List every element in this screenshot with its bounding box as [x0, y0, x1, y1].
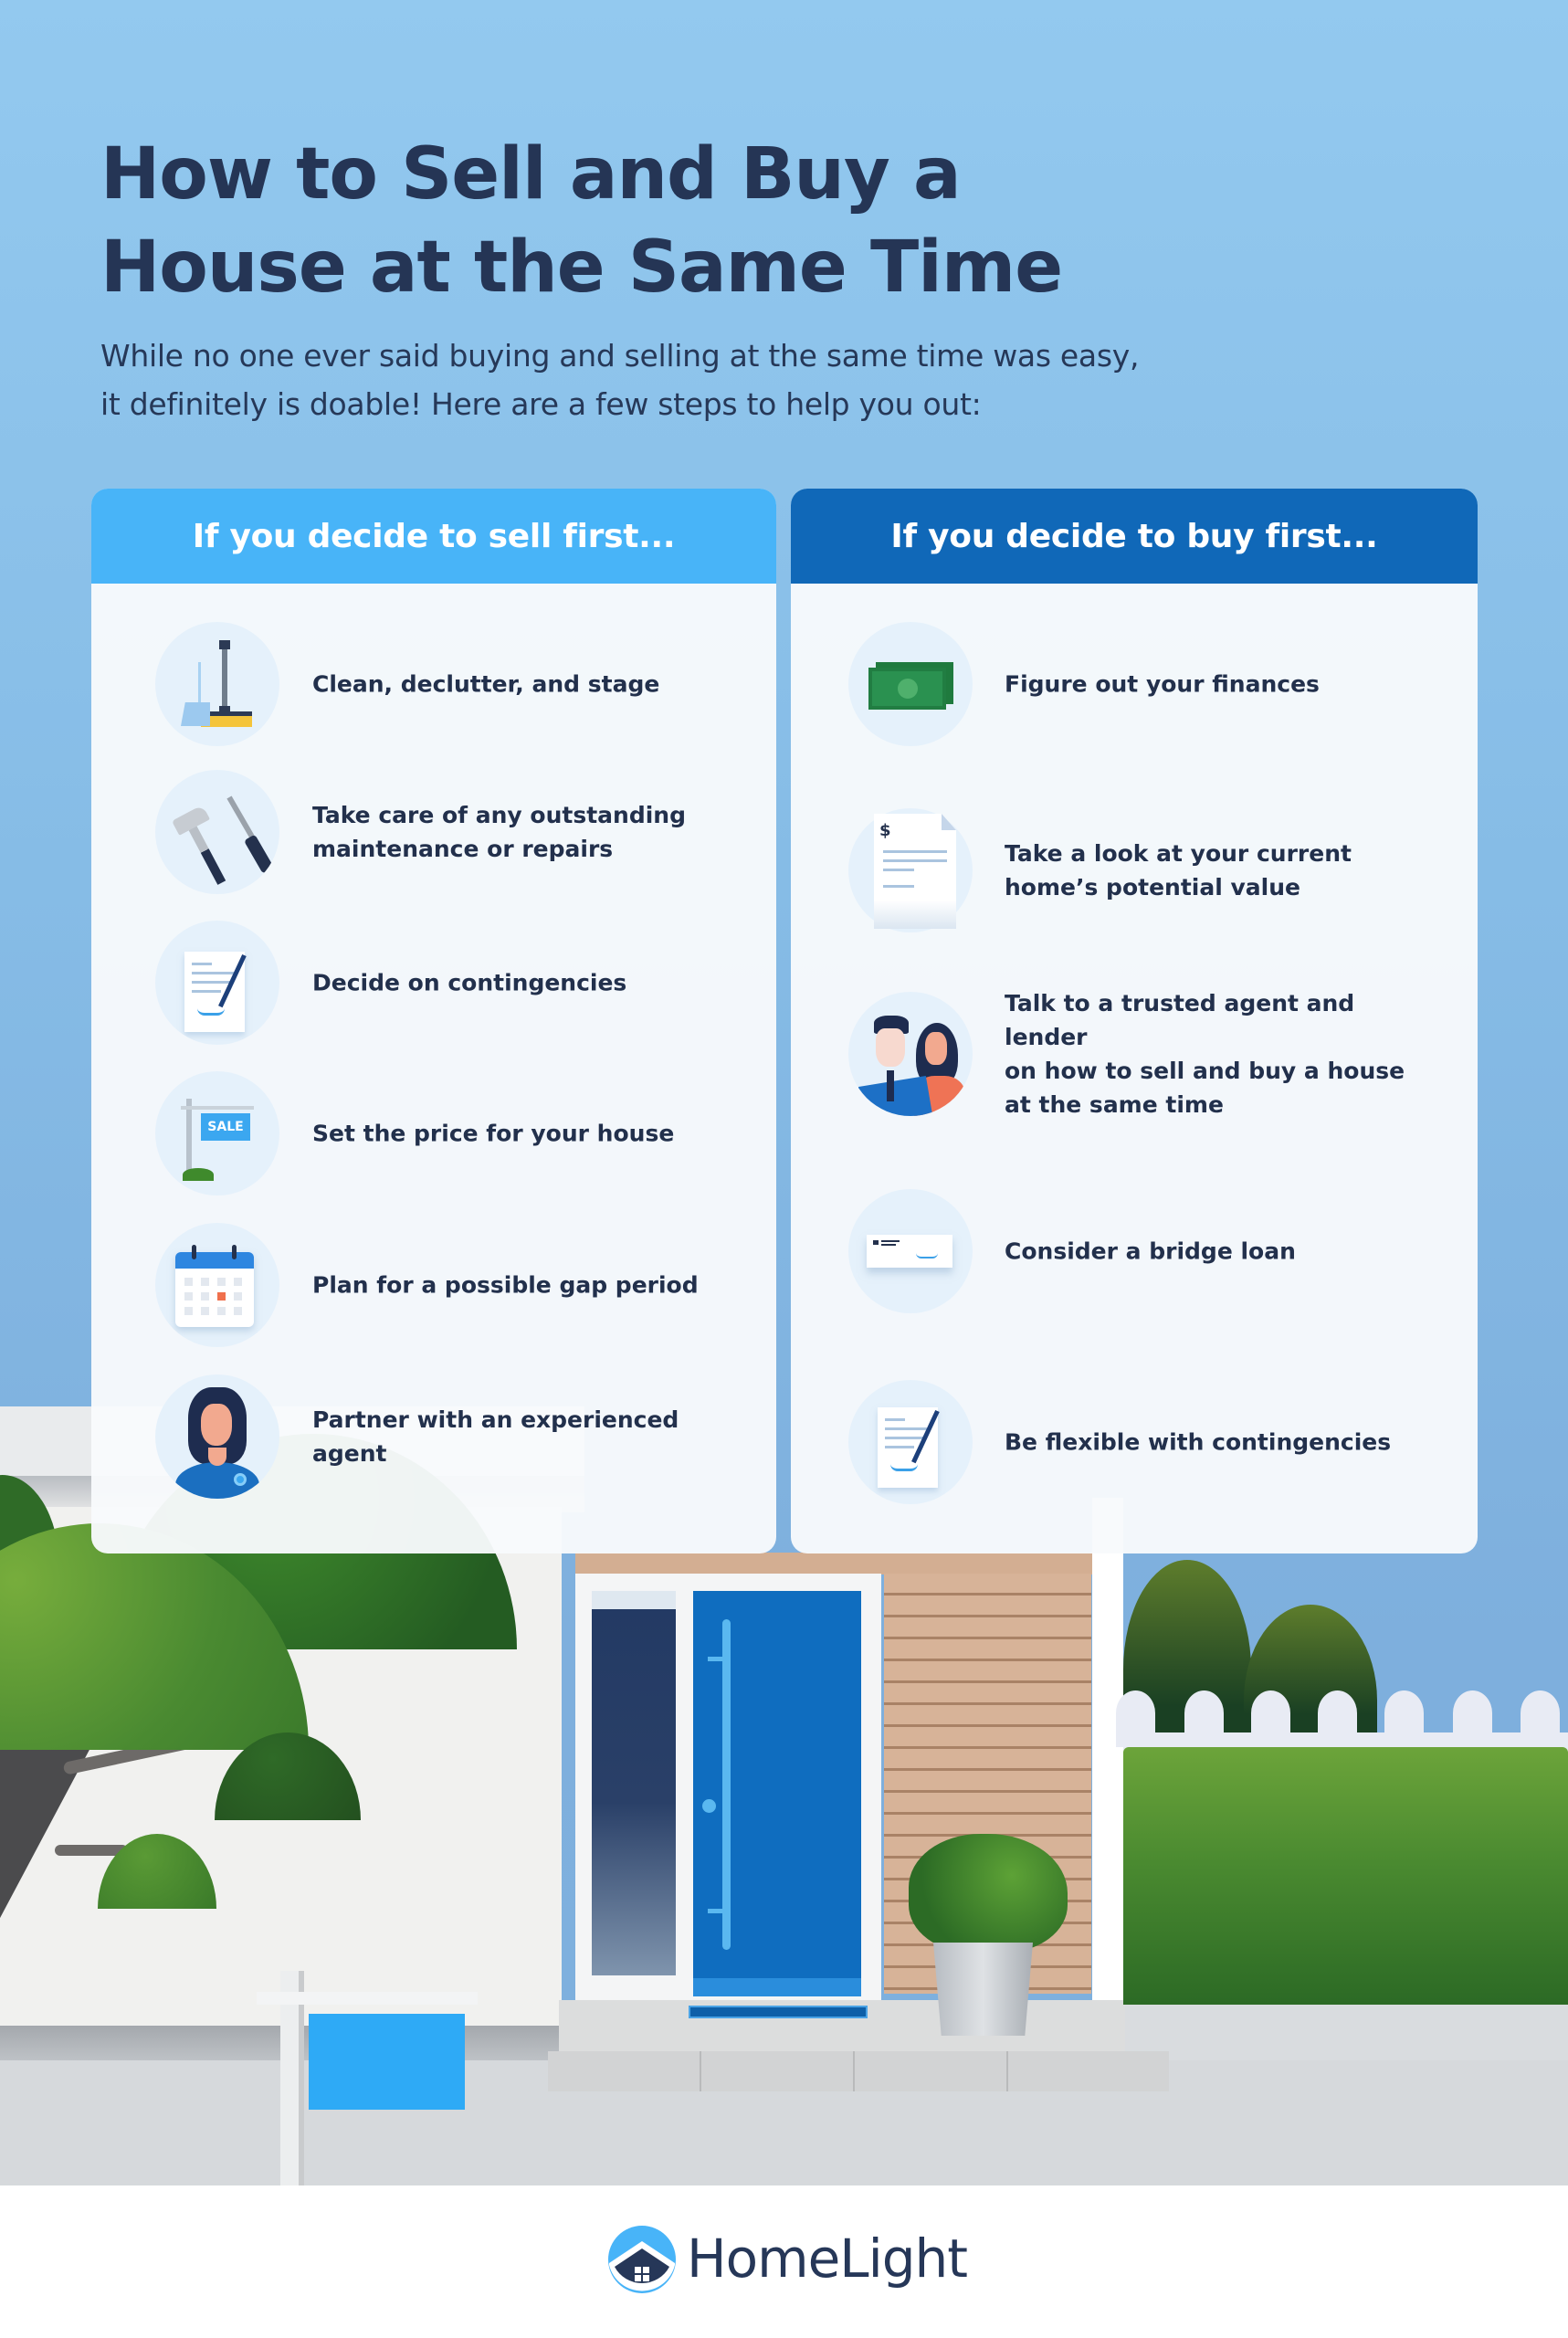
step-text: [312, 966, 751, 1000]
hedge: [1123, 1747, 1568, 2005]
signed-document-icon: [848, 1380, 973, 1504]
step-text-line: Plan for a possible gap period: [312, 1271, 699, 1299]
dollar-sign: $: [879, 821, 891, 840]
hammer-screwdriver-icon: [155, 770, 279, 894]
buy-first-heading: If you decide to buy first...: [791, 489, 1478, 584]
money-bills-icon: [848, 622, 973, 746]
page-title: [100, 128, 1196, 314]
door-handle-mount: [708, 1657, 726, 1661]
step-text: [1005, 1426, 1443, 1459]
sale-sign-icon: [155, 1071, 279, 1195]
intro-line: it definitely is doable! Here are a few steps to help you out:: [100, 386, 982, 422]
yard-sign-arm: [257, 1992, 478, 2005]
step-text: [312, 668, 751, 701]
agent-woman-icon: [155, 1374, 279, 1499]
door-handle-mount: [708, 1909, 726, 1913]
door-kickplate: [693, 1978, 861, 1996]
yard-sign: [309, 2014, 465, 2110]
step-item: [791, 992, 1478, 1116]
title-line: House at the Same Time: [100, 226, 1063, 309]
intro-text: [100, 332, 1288, 428]
doormat: [689, 2006, 868, 2018]
step-item: [91, 1223, 776, 1347]
step-text-line: Be flexible with contingencies: [1005, 1428, 1392, 1456]
step-text-line: Talk to a trusted agent and lender: [1005, 990, 1355, 1050]
step-item: [791, 1189, 1478, 1313]
step-text-line: at the same time: [1005, 1091, 1224, 1118]
door-lock: [702, 1799, 716, 1813]
brand-name[interactable]: HomeLight: [687, 2227, 968, 2290]
step-text-line: Consider a bridge loan: [1005, 1237, 1296, 1265]
dollar-document-icon: [848, 808, 973, 932]
step-text: [1005, 986, 1443, 1122]
step-text: [312, 1403, 751, 1470]
front-door: [693, 1591, 861, 1996]
buy-first-card: [791, 489, 1478, 1553]
door-handle: [722, 1619, 731, 1950]
sale-sign-text: SALE: [201, 1113, 250, 1141]
step-item: [791, 1380, 1478, 1504]
porch-column: [1092, 1498, 1123, 2032]
step-text-line: on how to sell and buy a house: [1005, 1058, 1405, 1084]
signed-document-icon: [155, 921, 279, 1045]
step-item: [91, 770, 776, 894]
step-text-line: Decide on contingencies: [312, 969, 627, 996]
step-item: [791, 808, 1478, 932]
intro-line: While no one ever said buying and selling at the same time was easy,: [100, 338, 1140, 374]
step-text-line: Clean, declutter, and stage: [312, 670, 660, 698]
check-icon: [848, 1189, 973, 1313]
side-window: [592, 1591, 676, 1975]
agent-lender-icon: [848, 992, 973, 1116]
siding-top: [575, 1553, 1092, 1574]
porch-step-lower: [548, 2051, 1169, 2091]
sell-first-card: [91, 489, 776, 1553]
step-item: [791, 622, 1478, 746]
step-item: [91, 921, 776, 1045]
step-item: [91, 1071, 776, 1195]
step-text-line: Take a look at your current: [1005, 840, 1352, 867]
sell-first-heading: If you decide to sell first...: [91, 489, 776, 584]
title-line: How to Sell and Buy a: [100, 133, 961, 216]
step-text-line: home’s potential value: [1005, 874, 1300, 900]
step-text: [1005, 837, 1443, 904]
calendar-icon: [155, 1223, 279, 1347]
potted-plant: [909, 1834, 1068, 1953]
step-item: [91, 622, 776, 746]
sidewalk-right: [1123, 2005, 1568, 2060]
step-text-line: Set the price for your house: [312, 1120, 675, 1147]
plant-pot: [933, 1943, 1033, 2036]
step-item: [91, 1374, 776, 1499]
step-text-line: Figure out your finances: [1005, 670, 1320, 698]
step-text-line: Take care of any outstanding: [312, 802, 686, 828]
house-logo-icon[interactable]: [607, 2225, 677, 2294]
step-text: [1005, 1235, 1443, 1269]
step-text-line: Partner with an experienced agent: [312, 1406, 679, 1467]
step-text: [312, 1269, 751, 1302]
step-text: [312, 1117, 751, 1151]
broom-dustpan-icon: [155, 622, 279, 746]
step-text: [312, 798, 751, 866]
step-text: [1005, 668, 1443, 701]
step-text-line: maintenance or repairs: [312, 836, 614, 862]
